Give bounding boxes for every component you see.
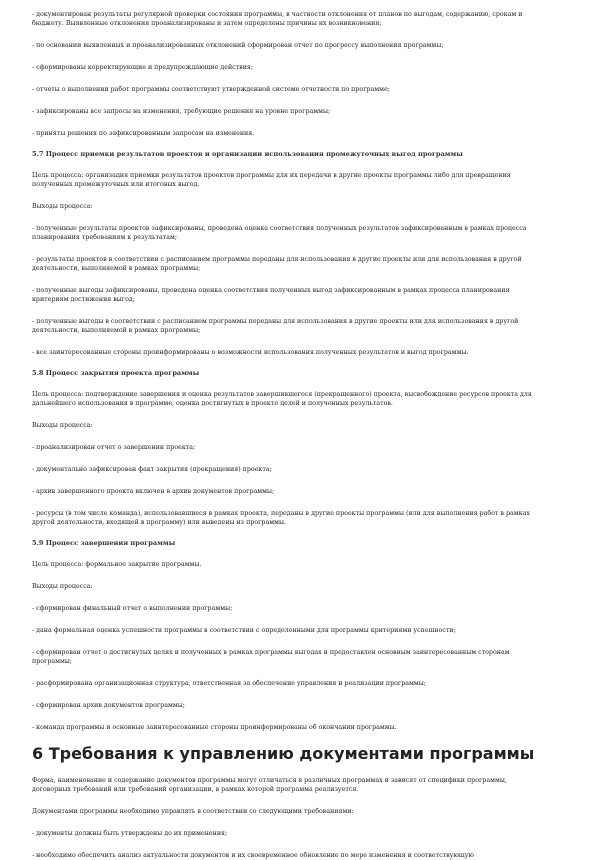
paragraph: Цель процесса: формальное закрытие программы. [32,561,202,568]
section-heading-5-8: 5.8 Процесс закрытия проекта программы [32,369,200,377]
paragraph: - результаты проектов в соответствии с расписанием программы переданы для использования в другие проекты или для использования в другой деятельности, выполняемой в рамках программы; [32,256,522,272]
paragraph: - полученные выгоды в соответствии с расписанием программы переданы для использования в другие проекты или для использования в другой деятельности, выполняемой в рамках программы; [32,318,519,334]
paragraph: - архив завершенного проекта включен в архив документов программы; [32,488,275,495]
paragraph: - дана формальная оценка успешности программы в соответствии с определенными для программы критериями успешности; [32,627,456,634]
paragraph: - документирован результаты регулярной проверки состояния программы, в частности отклонения от планов по выгодам, содержанию, срокам и бюджету. Выявленные отклонения проанализированы и затем определены причины их возникновения; [32,11,523,27]
paragraph: Выходы процесса: [32,203,93,210]
paragraph-group-c [32,390,539,527]
paragraph: - полученные результаты проектов зафиксированы, проведена оценка соответствия полученных результатов зафиксированным в рамках процесса планирования требованиям к результатам; [32,225,527,241]
paragraph: - документально зафиксирован факт закрытия (прекращения) проекта; [32,466,272,473]
paragraph-group-a [32,10,539,138]
paragraph-group-e [32,776,539,860]
paragraph: - документы должны быть утверждены до их применения; [32,830,228,837]
paragraph: Выходы процесса: [32,583,93,590]
paragraph: - сформирован отчет о достигнутых целях и полученных в рамках программы выгодах и предоставлен основным заинтересованным сторонам программы; [32,649,510,665]
paragraph: - сформирован архив документов программы; [32,702,185,709]
paragraph: - приняты решения по зафиксированным запросам на изменения. [32,130,255,137]
paragraph: Цель процесса: подтверждение завершения и оценка результатов завершившегося (прекращенного) проекта, высвобождение ресурсов проекта для дальнейшего использования в программе, оценка достигнутых в проекте целей и полученных результатов. [32,391,532,407]
paragraph: - команда программы и основные заинтересованные стороны проинформированы об окончании программы. [32,724,397,731]
paragraph: - сформирован финальный отчет о выполнении программы; [32,605,233,612]
section-heading-5-7: 5.7 Процесс приемки результатов проектов и организации использования промежуточных выгод программы [32,150,463,158]
paragraph: Цель процесса: организация приемки результатов проектов программы для их передачи в другие проекты программы либо для превращения полученных промежуточных или итоговых выгод. [32,172,511,188]
chapter-heading-6: 6 Требования к управлению документами программы [32,744,535,763]
paragraph: - зафиксированы все запросы на изменения, требующие решения на уровне программы; [32,108,331,115]
paragraph: - по основании выявленных и проанализированных отклонений сформирован отчет по прогрессу выполнения программы; [32,42,444,49]
paragraph-group-b [32,171,539,357]
paragraph: - ресурсы (в том числе команда), использовавшиеся в рамках проекта, переданы в другие проекты программы (или для выполнения работ в рамках другой деятельности, входящей в программу) или выведены из программы. [32,510,530,526]
paragraph: - проанализирован отчет о завершении проекта; [32,444,196,451]
paragraph: - полученные выгоды зафиксированы, проведена оценка соответствия полученных выгод зафиксированным в рамках процесса планирования критериям достижения выгод; [32,287,510,303]
paragraph: - сформированы корректирующие и предупреждающие действия; [32,64,253,71]
paragraph: Документами программы необходимо управлять в соответствии со следующими требованиями: [32,808,354,815]
paragraph: - необходимо обеспечить анализ актуальности документов и их своевременное обновление по мере изменения и соответствующую [32,852,474,859]
paragraph: - отчеты о выполнении работ программы соответствуют утвержденной системе отчетности по программе; [32,86,390,93]
paragraph: - все заинтересованные стороны проинформированы о возможности использования полученных результатов и выгод программы. [32,349,469,356]
paragraph: Форма, наименование и содержание документов программы могут отличаться в различных программах и зависят от специфики программы, договорных требований или требований организации, в рамках которой программа реализуется. [32,777,507,793]
paragraph: Выходы процесса: [32,422,93,429]
paragraph-group-d [32,560,539,732]
paragraph: - расформирована организационная структура, ответственная за обеспечение управления и реализации программы; [32,680,426,687]
section-heading-5-9: 5.9 Процесс завершения программы [32,539,176,547]
